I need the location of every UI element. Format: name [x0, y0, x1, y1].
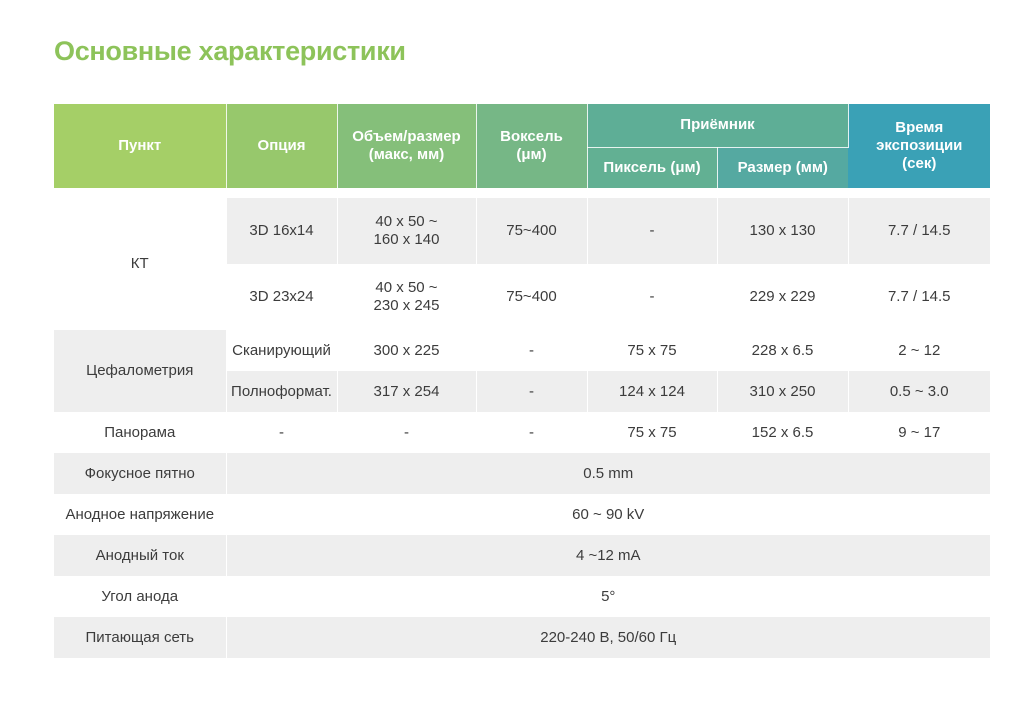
header-receiver: Приёмник [587, 104, 848, 147]
row-label-pano: Панорама [54, 412, 226, 453]
table-row: Анодное напряжение 60 ~ 90 kV [54, 494, 990, 535]
header-option: Опция [226, 104, 337, 188]
table-row: Полноформат. 317 x 254 - 124 x 124 310 x 250 0.5 ~ 3.0 [54, 371, 990, 412]
row-label-ceph: Цефалометрия [54, 330, 226, 412]
table-row: Анодный ток 4 ~12 mA [54, 535, 990, 576]
table-row: Панорама - - - 75 x 75 152 x 6.5 9 ~ 17 [54, 412, 990, 453]
table-row: 3D 23x24 40 x 50 ~ 230 x 245 75~400 - 229 x 229 7.7 / 14.5 [54, 264, 990, 330]
specifications-table [54, 104, 990, 658]
header-volume: Объем/размер (макс, мм) [337, 104, 476, 188]
table-row: КТ 3D 16x14 40 x 50 ~ 160 x 140 75~400 - 130 x 130 7.7 / 14.5 [54, 198, 990, 264]
row-label-ct: КТ [54, 198, 226, 330]
page-title: Основные характеристики [54, 36, 406, 66]
header-exposure-time: Время экспозиции (сек) [848, 104, 990, 188]
table-row: Цефалометрия Сканирующий 300 x 225 - 75 x 75 228 x 6.5 2 ~ 12 [54, 330, 990, 371]
table-header [54, 104, 990, 188]
header-item: Пункт [54, 104, 226, 188]
table-row: Угол анода 5° [54, 576, 990, 617]
header-pixel: Пиксель (μм) [587, 147, 717, 188]
header-size: Размер (мм) [717, 147, 848, 188]
table-row: Фокусное пятно 0.5 mm [54, 453, 990, 494]
table-row: Питающая сеть 220-240 В, 50/60 Гц [54, 617, 990, 658]
header-voxel: Воксель (μм) [476, 104, 587, 188]
